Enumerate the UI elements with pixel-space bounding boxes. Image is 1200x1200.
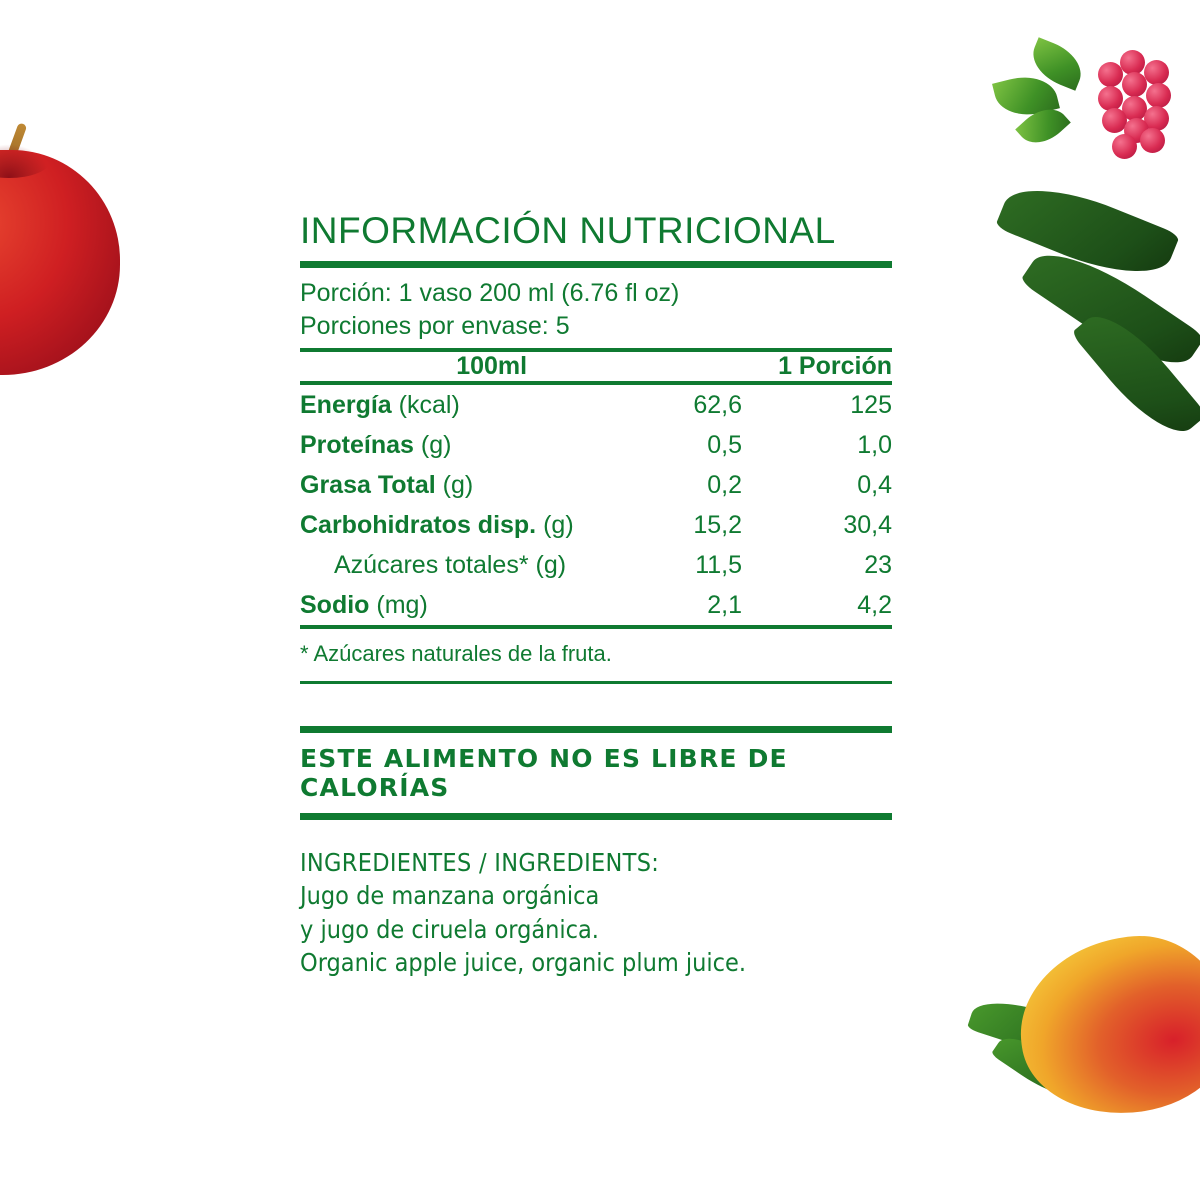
nutrient-unit: (g) bbox=[535, 551, 567, 579]
footnote: * Azúcares naturales de la fruta. bbox=[300, 641, 612, 666]
serving-size: Porción: 1 vaso 200 ml (6.76 fl oz) bbox=[300, 279, 680, 307]
ingredients-line: Jugo de manzana orgánica bbox=[300, 881, 600, 910]
nutrition-values-table bbox=[300, 385, 892, 625]
ingredients-line: y jugo de ciruela orgánica. bbox=[300, 914, 599, 944]
nutrition-table bbox=[300, 352, 892, 381]
nutrient-unit: (kcal) bbox=[398, 391, 460, 419]
nutrient-name: Grasa Total bbox=[300, 471, 436, 499]
table-header-row bbox=[300, 352, 892, 381]
nutrient-unit: (mg) bbox=[376, 591, 428, 619]
table-row bbox=[300, 465, 892, 505]
table-row bbox=[300, 545, 892, 585]
divider-warning-top bbox=[300, 726, 892, 733]
divider-warning-bottom bbox=[300, 813, 892, 820]
column-header-100ml: 100ml bbox=[456, 352, 528, 380]
nutrient-value-serving: 125 bbox=[850, 391, 892, 419]
raspberry-leaf-icon bbox=[1025, 37, 1089, 91]
serving-info bbox=[300, 268, 892, 348]
table-row bbox=[300, 585, 892, 625]
apple-body-icon bbox=[0, 150, 120, 375]
servings-per-container: Porciones por envase: 5 bbox=[300, 312, 570, 340]
nutrient-value-100ml: 15,2 bbox=[693, 511, 742, 539]
nutrient-name: Sodio bbox=[300, 591, 370, 619]
nutrient-value-100ml: 11,5 bbox=[695, 551, 742, 579]
nutrient-value-serving: 1,0 bbox=[857, 431, 892, 459]
apple-icon bbox=[0, 130, 150, 380]
nutrient-name: Azúcares totales* bbox=[334, 551, 529, 579]
nutrient-value-serving: 30,4 bbox=[843, 511, 892, 539]
nutrition-facts-panel bbox=[300, 212, 892, 980]
apple-highlight-icon bbox=[0, 177, 3, 303]
nutrient-unit: (g) bbox=[420, 431, 452, 459]
ingredients-block bbox=[300, 820, 892, 980]
table-row bbox=[300, 385, 892, 425]
nutrient-value-serving: 4,2 bbox=[857, 591, 892, 619]
leaves-icon bbox=[980, 190, 1200, 440]
nutrient-value-100ml: 2,1 bbox=[707, 591, 742, 619]
nutrient-name: Proteínas bbox=[300, 431, 414, 459]
mango-leaf-icon bbox=[991, 1026, 1090, 1108]
divider-top bbox=[300, 261, 892, 268]
leaf-icon bbox=[1071, 300, 1200, 448]
table-row bbox=[300, 505, 892, 545]
raspberry-icon bbox=[990, 40, 1190, 170]
nutrient-value-serving: 23 bbox=[864, 551, 892, 579]
ingredients-heading: INGREDIENTES / INGREDIENTS: bbox=[300, 847, 660, 877]
column-header-serving: 1 Porción bbox=[778, 352, 892, 380]
raspberry-leaf-icon bbox=[1015, 99, 1071, 154]
leaf-icon bbox=[1020, 233, 1200, 385]
nutrient-unit: (g) bbox=[442, 471, 474, 499]
table-row bbox=[300, 425, 892, 465]
leaf-icon bbox=[995, 169, 1180, 292]
nutrient-value-100ml: 62,6 bbox=[693, 391, 742, 419]
nutrient-value-100ml: 0,5 bbox=[707, 431, 742, 459]
mango-icon bbox=[970, 910, 1200, 1140]
nutrient-value-serving: 0,4 bbox=[857, 471, 892, 499]
mango-body-icon bbox=[1009, 924, 1200, 1127]
nutrient-value-100ml: 0,2 bbox=[707, 471, 742, 499]
spacer bbox=[300, 684, 892, 726]
mango-leaf-icon bbox=[967, 990, 1093, 1065]
raspberry-berry-icon bbox=[1086, 50, 1182, 154]
apple-stem-icon bbox=[0, 122, 27, 183]
ingredients-line: Organic apple juice, organic plum juice. bbox=[300, 948, 746, 977]
nutrient-unit: (g) bbox=[543, 511, 574, 539]
calorie-warning: ESTE ALIMENTO NO ES LIBRE DE CALORÍAS bbox=[300, 743, 788, 802]
nutrient-name: Carbohidratos disp. bbox=[300, 511, 537, 539]
nutrient-name: Energía bbox=[300, 391, 392, 419]
panel-title: INFORMACIÓN NUTRICIONAL bbox=[300, 210, 836, 251]
raspberry-leaf-icon bbox=[992, 69, 1060, 122]
apple-dent-icon bbox=[0, 144, 50, 178]
